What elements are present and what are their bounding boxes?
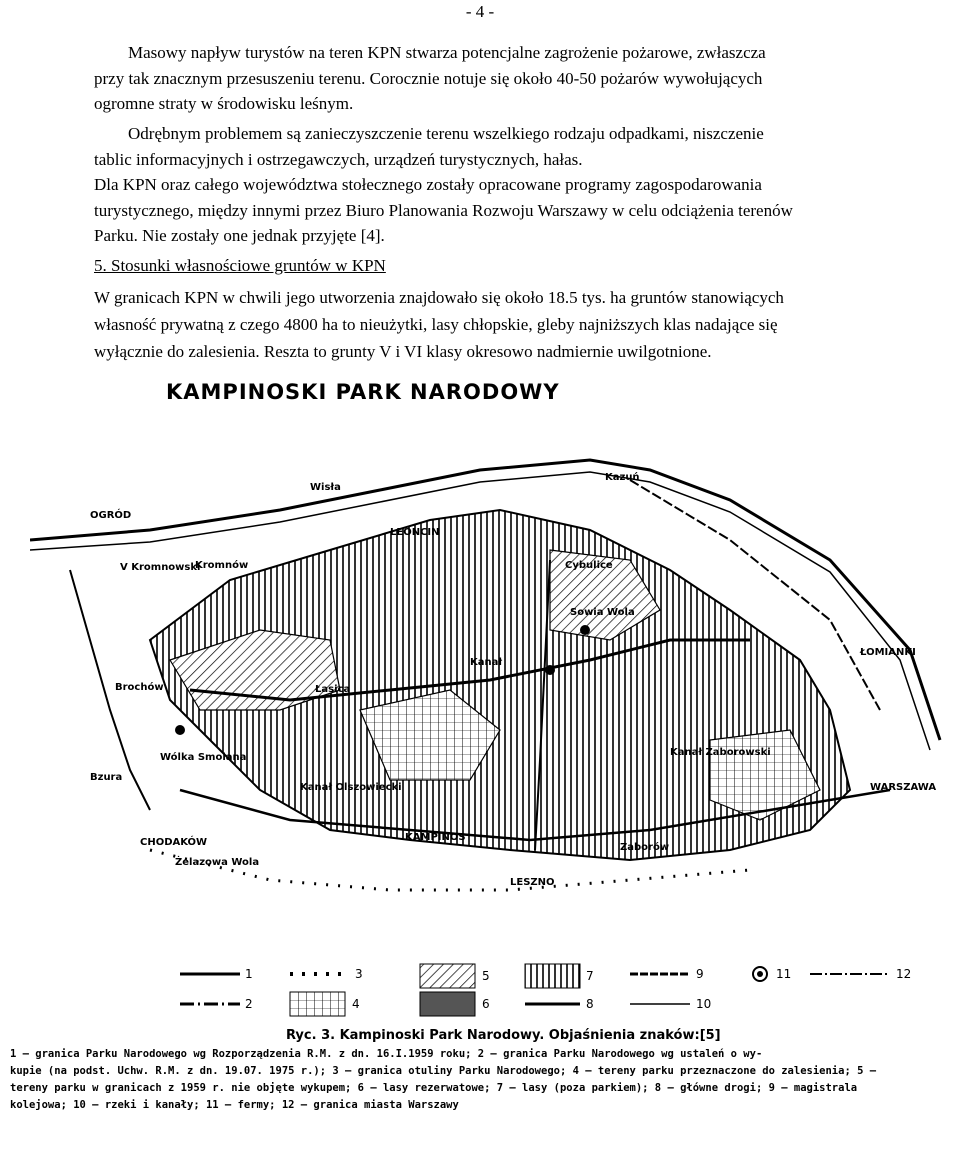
legend-item-12 <box>810 967 911 981</box>
label-zaborow: Zaborów <box>620 842 670 853</box>
legend-line-4: kolejowa; 10 — rzeki i kanały; 11 — fermy; 12 — granica miasta Warszawy <box>10 1099 459 1111</box>
label-wisla: Wisła <box>310 482 341 493</box>
farm-marker <box>580 625 590 635</box>
label-kanal: Kanał <box>470 657 503 668</box>
para1-line3: ogromne straty w środowisku leśnym. <box>94 94 354 113</box>
map-title: KAMPINOSKI PARK NARODOWY <box>166 380 560 404</box>
farm-marker <box>545 665 555 675</box>
label-leoncin: LEONCIN <box>390 527 440 538</box>
legend-item-9 <box>630 967 704 981</box>
map-legend-symbols <box>170 960 930 1020</box>
svg-text:5: 5 <box>482 969 490 983</box>
label-kanal-zaborowski: Kanał Zaborowski <box>670 747 771 758</box>
para4-line2: własność prywatną z czego 4800 ha to nieużytki, lasy chłopskie, gleby najniższych klas nadające się <box>94 315 778 334</box>
paragraph-ownership <box>94 284 884 365</box>
label-v-kromnowski: V Kromnowski <box>120 562 201 573</box>
svg-text:1: 1 <box>245 967 253 981</box>
legend-line-1: 1 — granica Parku Narodowego wg Rozporządzenia R.M. z dn. 16.I.1959 roku; 2 — granica Parku Narodowego wg ustaleń o wy- <box>10 1048 763 1060</box>
label-kromnow: Kromnów <box>195 560 249 571</box>
legend-item-1 <box>180 967 253 981</box>
svg-text:9: 9 <box>696 967 704 981</box>
label-zelazowa-wola: Żelazowa Wola <box>175 857 260 868</box>
paragraph-pollution <box>94 121 884 172</box>
section-heading: 5. Stosunki własnościowe gruntów w KPN <box>94 256 386 275</box>
para4-line3: wyłącznie do zalesienia. Reszta to grunty V i VI klasy okresowo nadmiernie uwilgotnione. <box>94 342 712 361</box>
label-cybulice: Cybulice <box>565 560 613 571</box>
label-kazun: Kazuń <box>605 472 640 483</box>
legend-line-2: kupie (na podst. Uchw. R.M. z dn. 19.07. 1975 r.); 3 — granica otuliny Parku Narodowego; 4 — tereny parku przeznaczone do zalesienia; 5 — <box>10 1065 877 1077</box>
legend-item-11 <box>753 967 791 981</box>
svg-text:7: 7 <box>586 969 594 983</box>
label-wolka-smolana: Wólka Smolana <box>160 752 247 763</box>
legend-line-3: tereny parku w granicach z 1959 r. nie objęte wykupem; 6 — lasy rezerwatowe; 7 — lasy (poza parkiem); 8 — główne drogi; 9 — magistrala <box>10 1082 858 1094</box>
label-lomianki: ŁOMIANKI <box>860 647 916 658</box>
label-kanal-olszowiecki: Kanał Olszowiecki <box>300 782 402 793</box>
legend-item-10 <box>630 997 711 1011</box>
label-sowia-wola: Sowia Wola <box>570 607 635 618</box>
label-leszno: LESZNO <box>510 877 555 888</box>
page-number: - 4 - <box>465 2 495 21</box>
legend-item-2 <box>180 997 253 1011</box>
figure-caption: Ryc. 3. Kampinoski Park Narodowy. Objaśnienia znaków:[5] <box>286 1028 721 1043</box>
legend-item-4 <box>290 992 360 1016</box>
legend-item-3 <box>290 967 363 981</box>
label-bzura: Bzura <box>90 772 123 783</box>
para3-line3: Parku. Nie zostały one jednak przyjęte [4]. <box>94 226 385 245</box>
para2-line1: Odrębnym problemem są zanieczyszczenie terenu wszelkiego rodzaju odpadkami, niszczenie <box>128 124 764 143</box>
label-kampinos: KAMPINOS <box>405 832 466 843</box>
svg-text:6: 6 <box>482 997 490 1011</box>
svg-text:8: 8 <box>586 997 594 1011</box>
svg-text:3: 3 <box>355 967 363 981</box>
legend-description <box>10 1046 950 1114</box>
legend-item-5 <box>420 964 490 988</box>
label-warszawa: WARSZAWA <box>870 782 937 793</box>
legend-item-6 <box>420 992 490 1016</box>
paragraph-fire <box>94 40 884 117</box>
para1-line1: Masowy napływ turystów na teren KPN stwarza potencjalne zagrożenie pożarowe, zwłaszcza <box>128 43 766 62</box>
label-chodakow: CHODAKÓW <box>140 837 208 848</box>
para2-line2: tablic informacyjnych i ostrzegawczych, urządzeń turystycznych, hałas. <box>94 149 583 169</box>
para3-line1: Dla KPN oraz całego województwa stołecznego zostały opracowane programy zagospodarowania <box>94 175 762 194</box>
svg-text:12: 12 <box>896 967 912 981</box>
label-brochow: Brochów <box>115 682 164 693</box>
svg-text:10: 10 <box>696 997 712 1011</box>
legend-item-8 <box>525 997 594 1011</box>
para1-line2: przy tak znacznym przesuszeniu terenu. Corocznie notuje się około 40-50 pożarów wywołujących <box>94 68 763 88</box>
label-ogrod: OGRÓD <box>90 510 132 521</box>
para3-line2: turystycznego, między innymi przez Biuro Planowania Rozwoju Warszawy w celu odciążenia terenów <box>94 200 793 220</box>
farm-marker <box>175 725 185 735</box>
legend-item-7 <box>525 964 594 988</box>
park-map <box>30 410 950 940</box>
para4-line1: W granicach KPN w chwili jego utworzenia znajdowało się około 18.5 tys. ha gruntów stanowiących <box>94 288 784 307</box>
label-lasica: Łasica <box>315 684 351 695</box>
svg-text:2: 2 <box>245 997 253 1011</box>
svg-text:4: 4 <box>352 997 360 1011</box>
svg-text:11: 11 <box>776 967 792 981</box>
paragraph-programs <box>94 172 884 249</box>
